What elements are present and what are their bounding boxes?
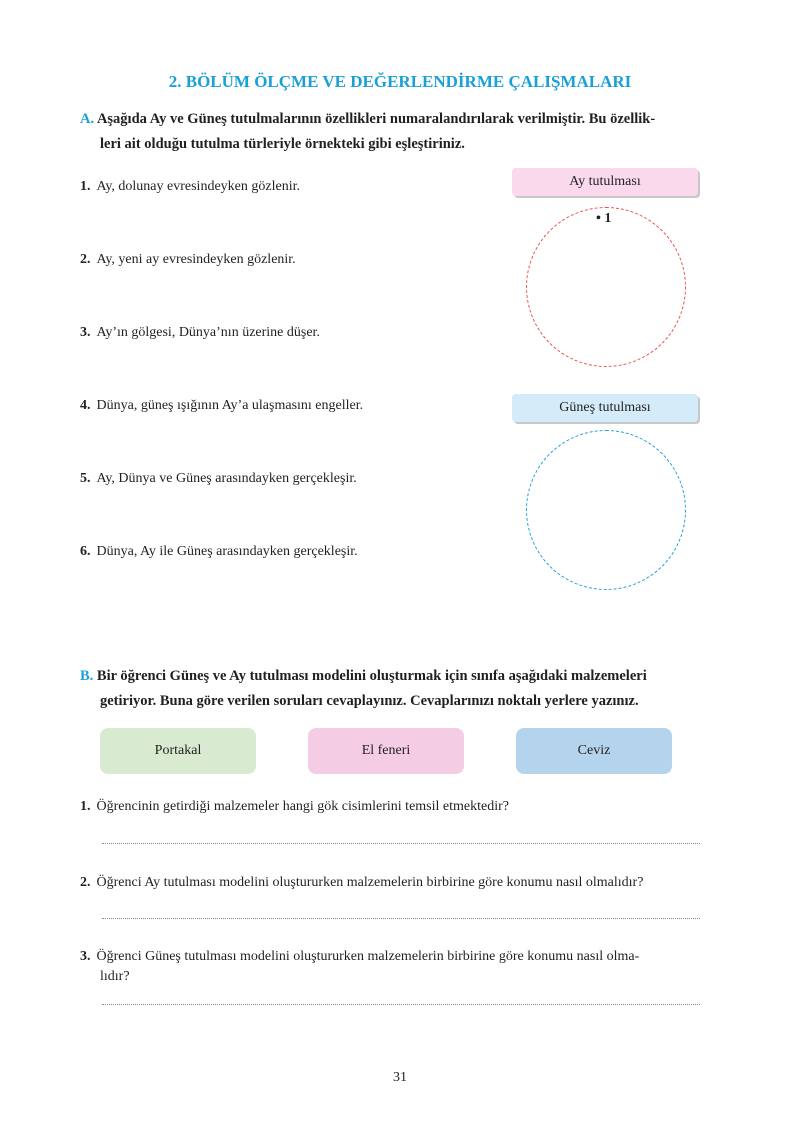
page-number: 31 [393, 1070, 407, 1085]
section-b-letter: B. [80, 668, 94, 684]
answer-line-1[interactable] [102, 843, 700, 844]
material-ceviz: Ceviz [516, 728, 672, 774]
list-item: 3. Ay’ın gölgesi, Dünya’nın üzerine düşer. [80, 325, 320, 340]
list-item: 5. Ay, Dünya ve Güneş arasındayken gerçekleşir. [80, 471, 357, 486]
question-3: 3. Öğrenci Güneş tutulması modelini oluştururken malzemelerin birbirine göre konumu nasıl olma- lıdır? [80, 949, 640, 984]
section-a-letter: A. [80, 111, 95, 127]
gunes-tutulmasi-tag: Güneş tutulması [512, 394, 698, 422]
list-item: 1. Ay, dolunay evresindeyken gözlenir. [80, 179, 300, 194]
question-2: 2. Öğrenci Ay tutulması modelini oluştururken malzemelerin birbirine göre konumu nasıl olmalıdır? [80, 875, 644, 890]
material-portakal: Portakal [100, 728, 256, 774]
section-b-instructions [80, 664, 720, 714]
example-marker: • 1 [596, 211, 612, 226]
section-a-line1: Aşağıda Ay ve Güneş tutulmalarının özellikleri numaralandırılarak verilmiştir. Bu özellik- [96, 111, 656, 127]
answer-line-3[interactable] [102, 1004, 700, 1005]
list-item: 6. Dünya, Ay ile Güneş arasındayken gerçekleşir. [80, 544, 358, 559]
page-title: 2. BÖLÜM ÖLÇME VE DEĞERLENDİRME ÇALIŞMALARI [168, 72, 632, 91]
material-el-feneri: El feneri [308, 728, 464, 774]
list-item: 4. Dünya, güneş ışığının Ay’a ulaşmasını engeller. [80, 398, 364, 413]
list-item: 2. Ay, yeni ay evresindeyken gözlenir. [80, 252, 296, 267]
section-b-line1: Bir öğrenci Güneş ve Ay tutulması modelini oluşturmak için sınıfa aşağıdaki malzemeleri [96, 668, 647, 684]
question-1: 1. Öğrencinin getirdiği malzemeler hangi gök cisimlerini temsil etmektedir? [80, 799, 509, 814]
section-a-instructions [80, 107, 720, 157]
section-a-line2: leri ait olduğu tutulma türleriyle örnekteki gibi eşleştiriniz. [100, 136, 465, 152]
answer-line-2[interactable] [102, 918, 700, 919]
ay-tutulmasi-circle[interactable] [526, 207, 686, 367]
gunes-tutulmasi-circle[interactable] [526, 430, 686, 590]
ay-tutulmasi-tag: Ay tutulması [512, 168, 698, 196]
section-b-line2: getiriyor. Buna göre verilen soruları cevaplayınız. Cevaplarınızı noktalı yerlere yazınız. [100, 693, 639, 709]
